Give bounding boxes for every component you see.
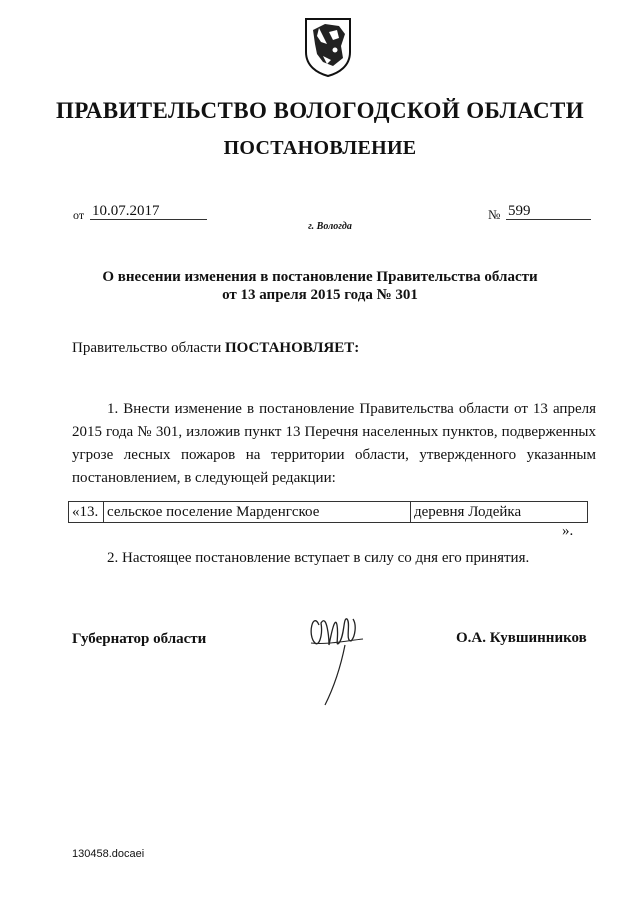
row-village: деревня Лодейка	[411, 502, 588, 523]
resolves-keyword: ПОСТАНОВЛЯЕТ:	[224, 340, 360, 356]
city: г. Вологда	[308, 221, 352, 232]
signature-icon	[305, 605, 375, 710]
row-settlement: сельское поселение Марденгское	[104, 502, 411, 523]
document-number: 599	[506, 203, 591, 220]
closing-quote: ».	[562, 523, 574, 539]
subject-line-1: О внесении изменения в постановление Правительства области	[102, 269, 538, 285]
resolves-prefix: Правительство области	[72, 340, 225, 356]
coat-of-arms-icon	[303, 16, 353, 78]
organization-title: ПРАВИТЕЛЬСТВО ВОЛОГОДСКОЙ ОБЛАСТИ	[55, 98, 585, 123]
amendment-table	[68, 501, 588, 523]
signatory-title: Губернатор области	[72, 631, 207, 647]
footer-filename: 130458.docaei	[72, 848, 145, 860]
paragraph-1: 1. Внести изменение в постановление Правительства области от 13 апреля 2015 года № 301, изложив пункт 13 Перечня населенных пунктов, подверженных угрозе лесных пожаров на территории области, утвержденного указанным постановлением, в следующей редакции:	[72, 401, 596, 486]
resolves-line	[72, 340, 359, 357]
table-row	[69, 502, 588, 523]
document-subject	[60, 268, 580, 304]
signatory-name: О.А. Кувшинников	[456, 630, 587, 646]
document-type: ПОСТАНОВЛЕНИЕ	[223, 137, 417, 159]
number-label: №	[488, 207, 501, 222]
paragraph-2: 2. Настоящее постановление вступает в силу со дня его принятия.	[107, 550, 530, 566]
document-date: 10.07.2017	[90, 203, 207, 220]
subject-line-2: от 13 апреля 2015 года № 301	[222, 287, 418, 303]
row-number: «13.	[69, 502, 104, 523]
date-label: от	[73, 208, 85, 222]
